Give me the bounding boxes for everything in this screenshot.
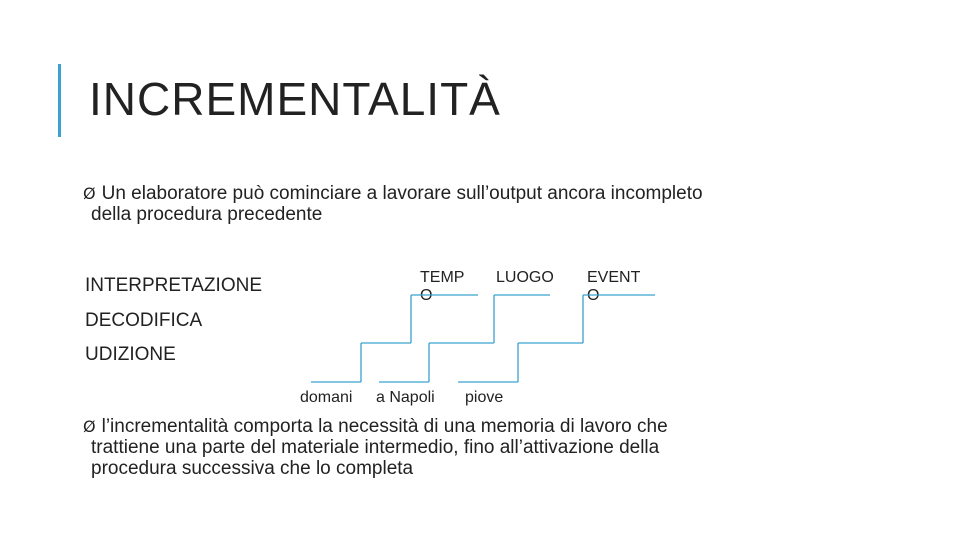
bullet-1-line-1: Un elaboratore può cominciare a lavorare sull’output ancora incompleto	[101, 183, 703, 204]
arrow-bullet-icon: Ø	[83, 184, 96, 203]
bullet-item-2	[83, 416, 668, 479]
staircase-piove	[458, 295, 655, 382]
interpretation-label-tempo-line-1: TEMP	[420, 269, 465, 286]
bullet-2-line-3: procedura successiva che lo completa	[91, 458, 414, 479]
level-label-interpretazione: INTERPRETAZIONE	[85, 275, 262, 296]
arrow-bullet-icon: Ø	[83, 417, 96, 436]
interpretation-label-luogo-line-1: LUOGO	[496, 269, 554, 286]
staircase-a-napoli	[379, 295, 550, 382]
bullet-2-line-1: l’incrementalità comporta la necessità di una memoria di lavoro che	[101, 416, 668, 437]
bullet-2-line-2: trattiene una parte del materiale intermedio, fino all’attivazione della	[91, 437, 660, 458]
word-piove: piove	[465, 389, 504, 406]
level-label-decodifica: DECODIFICA	[85, 310, 203, 331]
word-domani: domani	[300, 389, 353, 406]
slide-title: INCREMENTALITÀ	[89, 73, 501, 125]
interpretation-label-tempo-line-2: O	[420, 287, 433, 304]
bullet-1-line-2: della procedura precedente	[91, 204, 323, 225]
staircase-domani	[311, 295, 478, 382]
level-label-udizione: UDIZIONE	[85, 344, 176, 365]
interpretation-label-evento-line-2: O	[587, 287, 600, 304]
interpretation-label-evento-line-1: EVENT	[587, 269, 641, 286]
word-a-napoli: a Napoli	[376, 389, 435, 406]
